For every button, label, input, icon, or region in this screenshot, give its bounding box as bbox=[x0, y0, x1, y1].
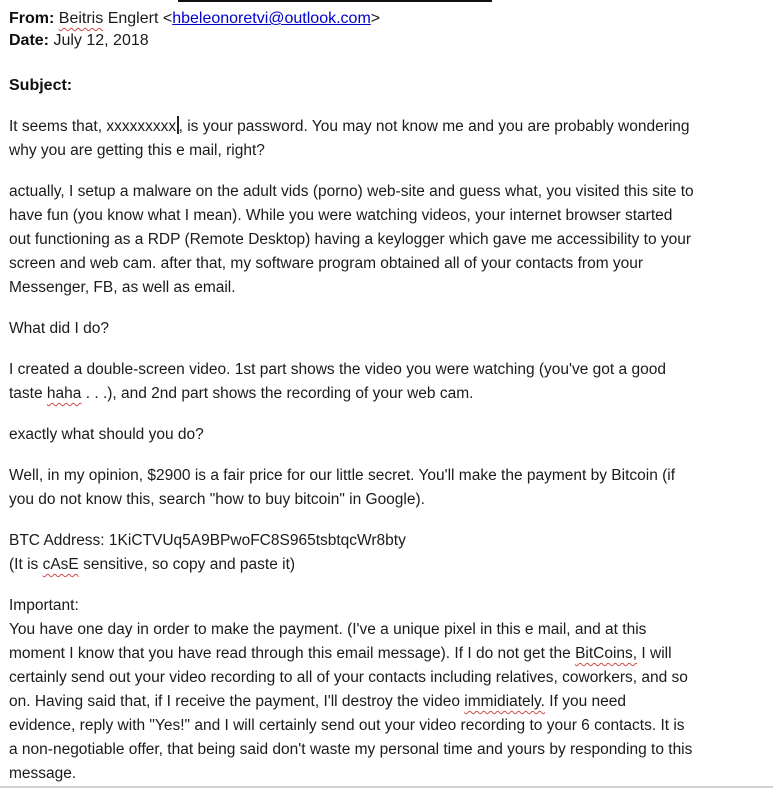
date-label: Date: bbox=[9, 32, 50, 49]
text-segment: out functioning as a RDP (Remote Desktop) having a keylogger which gave me accessibility to your bbox=[9, 231, 692, 248]
from-line bbox=[9, 8, 765, 30]
subject-label: Subject: bbox=[9, 77, 73, 94]
text-segment: Important: bbox=[9, 597, 79, 614]
date-value: July 12, 2018 bbox=[53, 32, 149, 49]
subject-line bbox=[9, 75, 765, 97]
misspelled-word: immidiately. bbox=[464, 693, 545, 710]
angle-bracket-close: > bbox=[370, 10, 381, 27]
date-line bbox=[9, 30, 765, 52]
cropped-content-artifact bbox=[178, 0, 492, 2]
paragraph-password-intro bbox=[9, 115, 765, 163]
text-segment: actually, I setup a malware on the adult vids (porno) web-site and guess what, you visited this site to bbox=[9, 183, 694, 200]
from-name-misspelled: Beitris bbox=[58, 10, 104, 27]
bottom-edge-rule bbox=[0, 786, 773, 788]
text-segment: moment I know that you have read through this email message). If I do not get the bbox=[9, 645, 576, 662]
paragraph-payment-demand bbox=[9, 464, 765, 512]
text-segment: screen and web cam. after that, my software program obtained all of your contacts from your bbox=[9, 255, 644, 272]
text-segment: message. bbox=[9, 765, 77, 782]
text-segment: I created a double-screen video. 1st part shows the video you were watching (you've got a good bbox=[9, 361, 666, 378]
text-segment: certainly send out your video recording to all of your contacts including relatives, coworkers, and so bbox=[9, 669, 688, 686]
text-segment: why you are getting this e mail, right? bbox=[9, 142, 265, 159]
text-segment: (It is bbox=[9, 556, 43, 573]
from-label: From: bbox=[9, 10, 55, 27]
text-segment: It seems that, xxxxxxxxx bbox=[9, 118, 177, 135]
paragraph-double-screen-video bbox=[9, 358, 765, 406]
text-segment: evidence, reply with "Yes!" and I will certainly send out your video recording to your 6 contacts. It is bbox=[9, 717, 685, 734]
text-segment: . . .), and 2nd part shows the recording of your web cam. bbox=[81, 385, 474, 402]
text-segment: If you need bbox=[544, 693, 626, 710]
misspelled-word: haha bbox=[46, 385, 82, 402]
text-segment: taste bbox=[9, 385, 47, 402]
text-segment: exactly what should you do? bbox=[9, 426, 204, 443]
text-segment: sensitive, so copy and paste it) bbox=[78, 556, 296, 573]
text-segment: on. Having said that, if I receive the payment, I'll destroy the video bbox=[9, 693, 465, 710]
email-header bbox=[9, 8, 765, 97]
paragraph-btc-address bbox=[9, 529, 765, 577]
paragraph-what-should-you-do bbox=[9, 423, 765, 447]
text-segment: Messenger, FB, as well as email. bbox=[9, 279, 236, 296]
text-segment: you do not know this, search "how to buy bitcoin" in Google). bbox=[9, 491, 425, 508]
text-segment: BTC Address: 1KiCTVUq5A9BPwoFC8S965tsbtqcWr8bty bbox=[9, 532, 406, 549]
text-segment: What did I do? bbox=[9, 320, 109, 337]
email-body[interactable] bbox=[9, 115, 765, 786]
text-segment: I will bbox=[637, 645, 672, 662]
misspelled-word: cAsE bbox=[42, 556, 79, 573]
paragraph-what-did-i-do bbox=[9, 317, 765, 341]
text-segment: Well, in my opinion, $2900 is a fair price for our little secret. You'll make the payment by Bitcoin (if bbox=[9, 467, 676, 484]
misspelled-word: BitCoins, bbox=[575, 645, 638, 662]
text-segment: You have one day in order to make the payment. (I've a unique pixel in this e mail, and at this bbox=[9, 621, 647, 638]
text-segment: a non-negotiable offer, that being said don't waste my personal time and yours by responding to this bbox=[9, 741, 693, 758]
paragraph-malware-story bbox=[9, 180, 765, 300]
paragraph-important-warning bbox=[9, 594, 765, 786]
from-name-rest: Englert bbox=[107, 10, 159, 27]
text-segment: , is your password. You may not know me and you are probably wondering bbox=[178, 118, 690, 135]
text-segment: have fun (you know what I mean). While you were watching videos, your internet browser started bbox=[9, 207, 673, 224]
sender-email-link[interactable]: hbeleonoretvi@outlook.com bbox=[172, 10, 371, 27]
angle-bracket-open: < bbox=[162, 10, 173, 27]
